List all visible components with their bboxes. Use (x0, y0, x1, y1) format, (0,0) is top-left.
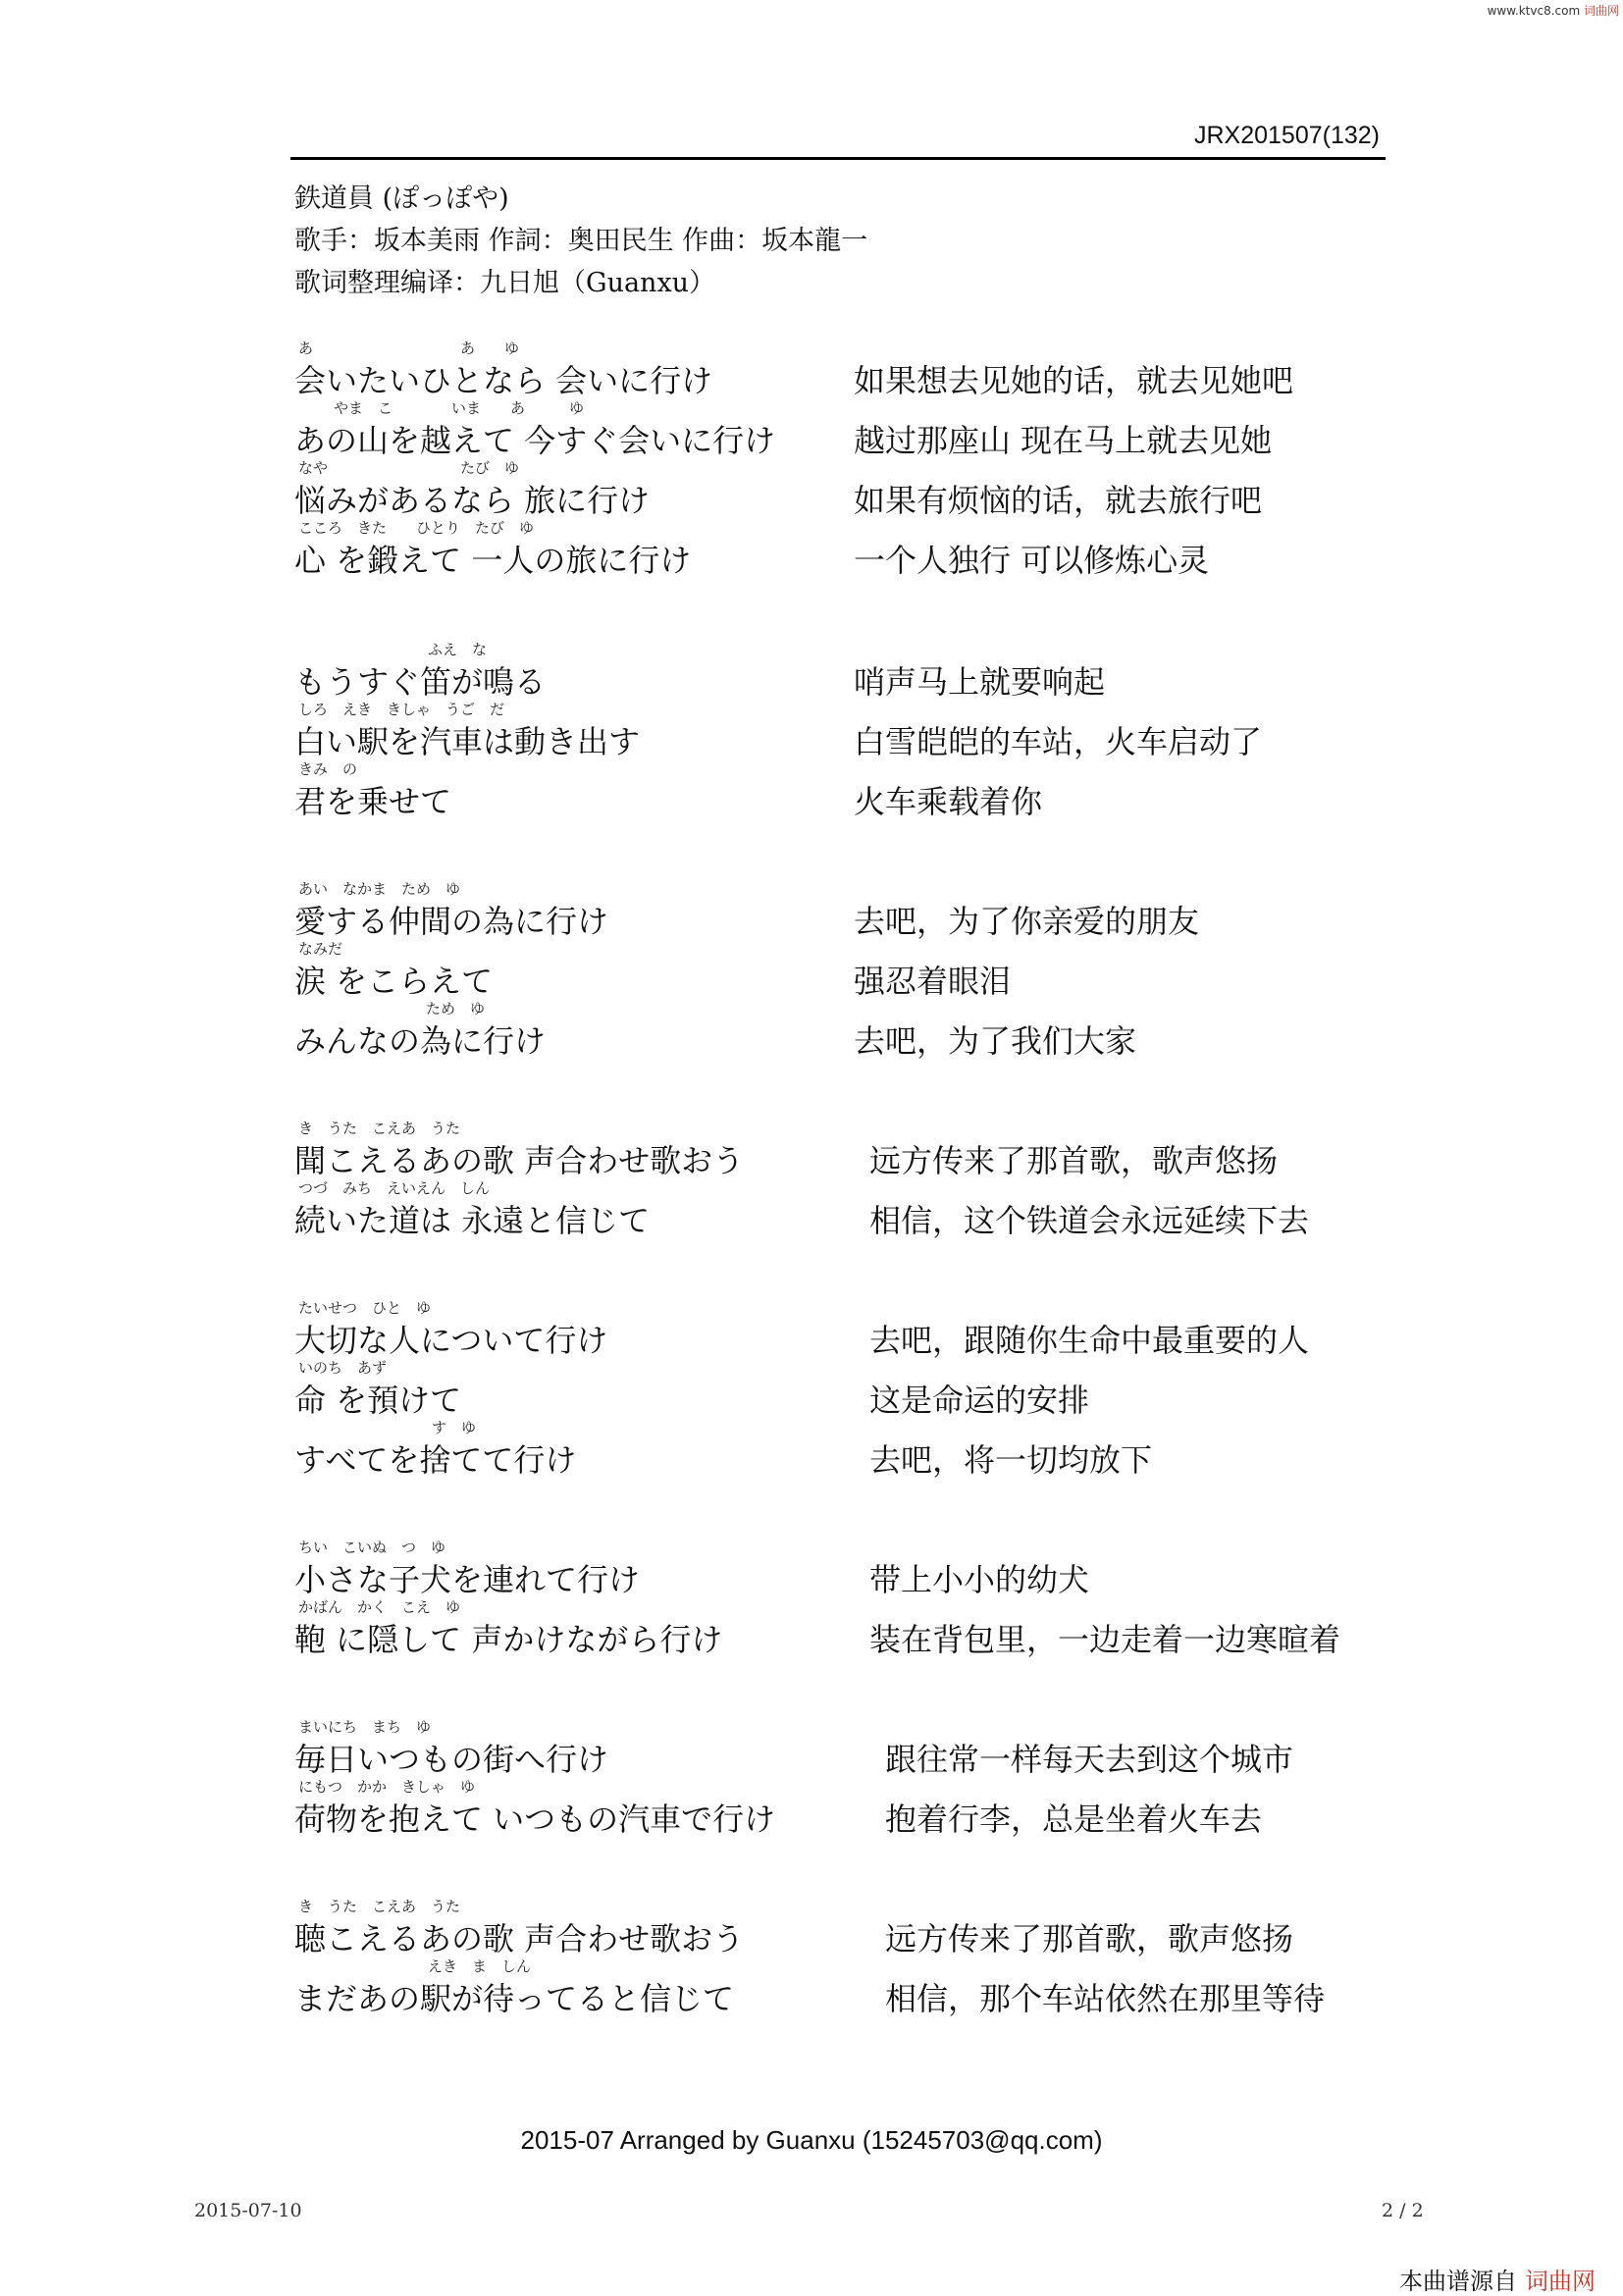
lyric-chinese: 相信，这个铁道会永远延续下去 (869, 1202, 1310, 1239)
source-note (1399, 2262, 1596, 2296)
lyric-chinese: 带上小小的幼犬 (869, 1561, 1090, 1598)
lyric-ruby: あ あ ゆ (298, 339, 520, 357)
lyric-chinese: 如果想去见她的话，就去见她吧 (854, 362, 1294, 399)
lyric-chinese: 这是命运的安排 (869, 1382, 1090, 1419)
lyric-japanese: 君を乗せて (294, 783, 452, 820)
lyric-japanese: 続いた道は 永遠と信じて (294, 1202, 651, 1239)
lyric-japanese: 命 を預けて (294, 1382, 462, 1419)
lyric-japanese: 聞こえるあの歌 声合わせ歌おう (294, 1142, 745, 1179)
lyric-ruby: なや たび ゆ (298, 459, 520, 477)
lyric-ruby: す ゆ (432, 1419, 477, 1436)
lyric-ruby: たいせつ ひと ゆ (298, 1299, 432, 1317)
lyric-japanese: すべてを捨てて行け (294, 1441, 577, 1479)
arrangement-credit: 2015-07 Arranged by Guanxu (15245703@qq.com) (520, 2125, 1103, 2155)
lyric-ruby: ちい こいぬ つ ゆ (298, 1539, 446, 1556)
lyric-chinese: 白雪皑皑的车站，火车启动了 (854, 723, 1263, 760)
lyric-japanese: 小さな子犬を連れて行け (294, 1561, 641, 1598)
lyric-ruby: ため ゆ (426, 1000, 486, 1018)
lyric-japanese: 大切な人について行け (294, 1322, 608, 1359)
document-code: JRX201507(132) (1193, 122, 1380, 149)
lyric-japanese: 心 を鍛えて 一人の旅に行け (294, 542, 692, 579)
lyric-chinese: 装在背包里，一边走着一边寒暄着 (869, 1621, 1341, 1658)
lyric-japanese: 悩みがあるなら 旅に行け (294, 482, 651, 519)
lyric-ruby: ふえ な (428, 641, 488, 658)
arranger-credit: 歌词整理编译：九日旭（Guanxu） (294, 268, 716, 298)
lyric-chinese: 远方传来了那首歌，歌声悠扬 (885, 1920, 1294, 1957)
lyric-japanese: 愛する仲間の為に行け (294, 903, 609, 940)
lyric-chinese: 去吧，将一切均放下 (869, 1441, 1153, 1479)
source-brand-link[interactable]: 词曲网 (1525, 2268, 1596, 2295)
lyric-chinese: 去吧，为了我们大家 (854, 1022, 1137, 1060)
print-date: 2015-07-10 (194, 2200, 302, 2221)
lyric-ruby: やま こ いま あ ゆ (334, 399, 585, 417)
lyric-chinese: 越过那座山 现在马上就去见她 (854, 422, 1273, 459)
lyric-japanese: 鞄 に隠して 声かけながら行け (294, 1621, 723, 1658)
lyric-japanese: 荷物を抱えて いつもの汽車で行け (294, 1800, 776, 1838)
lyric-ruby: まいにち まち ゆ (298, 1718, 432, 1736)
lyric-ruby: き うた こえあ うた (298, 1120, 461, 1137)
lyric-chinese: 一个人独行 可以修炼心灵 (854, 542, 1210, 579)
lyric-ruby: つづ みち えいえん しん (298, 1179, 491, 1197)
lyric-japanese: まだあの駅が待ってると信じて (294, 1980, 735, 2017)
lyric-ruby: きみ の (298, 760, 358, 778)
lyric-chinese: 火车乘载着你 (854, 783, 1043, 820)
lyric-chinese: 去吧，为了你亲爱的朋友 (854, 903, 1200, 940)
lyric-ruby: しろ えき きしゃ うご だ (298, 701, 505, 718)
site-brand: 词曲网 (1583, 4, 1619, 18)
lyric-chinese: 抱着行李，总是坐着火车去 (885, 1800, 1263, 1838)
lyric-ruby: なみだ (298, 940, 343, 958)
lyric-japanese: 涙 をこらえて (294, 963, 494, 1000)
lyric-ruby: にもつ かか きしゃ ゆ (298, 1778, 476, 1796)
lyric-ruby: こころ きた ひとり たび ゆ (298, 519, 535, 537)
lyric-japanese: 会いたいひとなら 会いに行け (294, 362, 713, 399)
song-title: 鉄道員 (ぽっぽや) (294, 183, 509, 214)
lyric-ruby: き うた こえあ うた (298, 1898, 461, 1915)
lyric-japanese: あの山を越えて 今すぐ会いに行け (294, 422, 776, 459)
lyric-chinese: 强忍着眼泪 (854, 963, 1012, 1000)
lyric-ruby: えき ま しん (428, 1957, 532, 1975)
source-prefix: 本曲谱源自 (1399, 2268, 1517, 2295)
header-rule (290, 157, 1386, 160)
lyric-ruby: いのち あず (298, 1359, 388, 1377)
lyric-chinese: 去吧，跟随你生命中最重要的人 (869, 1322, 1310, 1359)
lyric-japanese: もうすぐ笛が鳴る (294, 663, 547, 701)
song-credits: 歌手：坂本美雨 作詞：奥田民生 作曲：坂本龍一 (294, 226, 868, 256)
lyric-ruby: かばん かく こえ ゆ (298, 1598, 461, 1616)
lyric-japanese: 聴こえるあの歌 声合わせ歌おう (294, 1920, 745, 1957)
lyric-japanese: 毎日いつもの街へ行け (294, 1741, 609, 1778)
lyric-japanese: 白い駅を汽車は動き出す (294, 723, 641, 760)
lyric-chinese: 相信，那个车站依然在那里等待 (885, 1980, 1326, 2017)
lyric-chinese: 哨声马上就要响起 (854, 663, 1106, 701)
site-url: www.ktvc8.com (1487, 4, 1581, 18)
lyric-chinese: 远方传来了那首歌，歌声悠扬 (869, 1142, 1279, 1179)
lyric-chinese: 如果有烦恼的话，就去旅行吧 (854, 482, 1263, 519)
page-number: 2 / 2 (1382, 2200, 1424, 2221)
lyric-chinese: 跟往常一样每天去到这个城市 (885, 1741, 1294, 1778)
site-watermark (1488, 2, 1619, 19)
lyric-ruby: あい なかま ため ゆ (298, 880, 461, 898)
lyric-japanese: みんなの為に行け (294, 1022, 547, 1060)
